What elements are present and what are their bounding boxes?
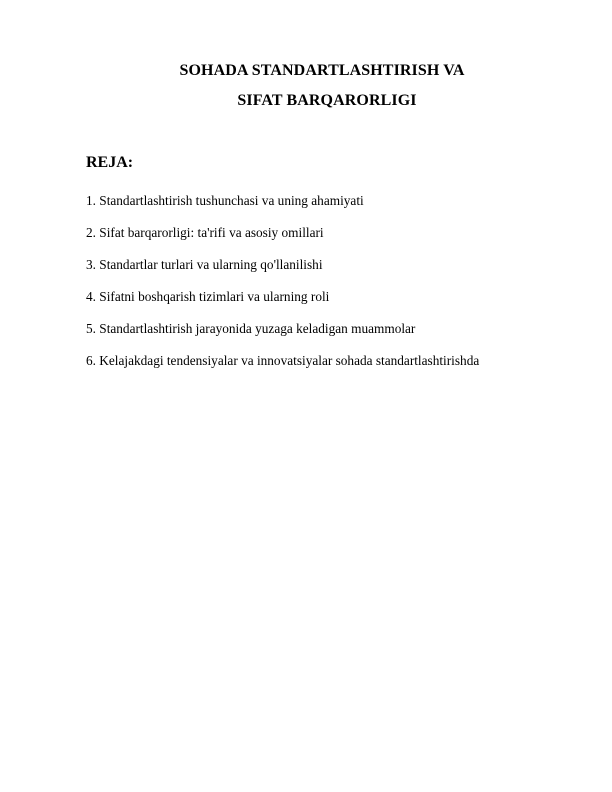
document-title-line-1: SOHADA STANDARTLASHTIRISH VA [179, 62, 465, 79]
document-title-line-2: SIFAT BARQARORLIGI [237, 92, 417, 109]
plan-item-3: 3. Standartlar turlari va ularning qo'llanilishi [86, 257, 323, 272]
plan-list [86, 193, 479, 385]
plan-item-1: 1. Standartlashtirish tushunchasi va uning ahamiyati [86, 193, 364, 208]
plan-item-2: 2. Sifat barqarorligi: ta'rifi va asosiy omillari [86, 225, 324, 240]
plan-item-6: 6. Kelajakdagi tendensiyalar va innovatsiyalar sohada standartlashtirishda [86, 353, 480, 368]
plan-item-5: 5. Standartlashtirish jarayonida yuzaga keladigan muammolar [86, 321, 416, 336]
plan-heading: REJA: [86, 154, 134, 171]
plan-item-4: 4. Sifatni boshqarish tizimlari va ularning roli [86, 289, 330, 304]
